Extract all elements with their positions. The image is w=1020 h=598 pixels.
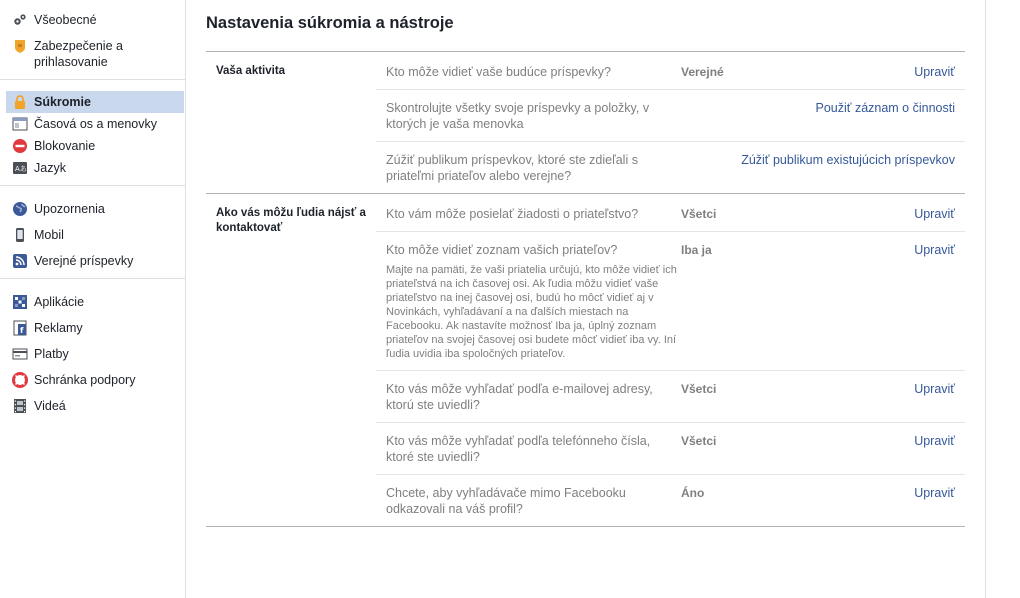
section-find-contact	[206, 194, 965, 527]
setting-question: Kto vás môže vyhľadať podľa telefónneho čísla, ktoré ste uviedli?	[386, 434, 651, 464]
setting-question-block	[386, 242, 681, 361]
rss-icon	[12, 253, 28, 269]
setting-row-friend-requests[interactable]	[376, 194, 965, 232]
sidebar-item-label: Reklamy	[34, 321, 83, 335]
edit-link[interactable]: Upraviť	[914, 486, 955, 500]
sidebar-group-privacy	[0, 80, 185, 186]
svg-text:Aあ: Aあ	[15, 165, 27, 173]
globe-icon	[12, 201, 28, 217]
badge-icon	[12, 38, 28, 54]
setting-note: Majte na pamäti, že vaši priatelia určujú, kto môže vidieť ich priateľstvá na ich časovej osi. Ak ľudia môžu vidieť vaše priateľstvo na inej časovej osi, budú ho môcť vidieť aj v Novinkách, vyhľadávaní a na ďalších miestach na Facebooku. Ak nastavíte možnosť Iba ja, úplný zoznam priateľov na svojej časovej osi budete môcť vidieť iba vy. Iní ľudia uvidia iba spoločných priateľov.	[386, 264, 677, 360]
setting-value	[656, 152, 676, 184]
setting-row-phone-lookup[interactable]	[376, 423, 965, 475]
edit-link[interactable]: Upraviť	[914, 207, 955, 221]
sidebar-group-apps	[0, 279, 185, 423]
setting-question: Kto vám môže posielať žiadosti o priateľstvo?	[386, 207, 639, 221]
setting-row-search-engines[interactable]	[376, 475, 965, 526]
setting-value: Všetci	[681, 434, 717, 448]
privacy-settings-panel	[206, 0, 965, 527]
setting-question: Kto vás môže vyhľadať podľa e-mailovej adresy, ktorú ste uviedli?	[386, 382, 653, 412]
setting-row-review-posts[interactable]	[376, 90, 965, 142]
setting-value: Verejné	[681, 65, 724, 79]
sidebar-item-label: Upozornenia	[34, 202, 105, 216]
sidebar-item-notifications[interactable]	[0, 198, 185, 220]
sidebar-item-label: Verejné príspevky	[34, 254, 134, 268]
ads-icon	[12, 320, 28, 336]
setting-row-friends-list[interactable]	[376, 232, 965, 371]
edit-link[interactable]: Upraviť	[914, 65, 955, 79]
setting-row-email-lookup[interactable]	[376, 371, 965, 423]
sidebar-item-label: Zabezpečenie a prihlasovanie	[34, 39, 123, 69]
settings-sidebar	[0, 0, 186, 598]
setting-value	[656, 100, 726, 132]
setting-value: Iba ja	[681, 243, 712, 257]
sidebar-item-label: Videá	[34, 399, 66, 413]
sidebar-item-mobile[interactable]	[0, 220, 185, 246]
setting-question: Skontrolujte všetky svoje príspevky a položky, v ktorých je vaša menovka	[386, 101, 650, 131]
card-icon	[12, 346, 28, 362]
timeline-icon	[12, 116, 28, 132]
sidebar-item-videos[interactable]	[0, 391, 185, 417]
sidebar-item-apps[interactable]	[0, 291, 185, 313]
apps-icon	[12, 294, 28, 310]
sidebar-item-general[interactable]	[0, 9, 185, 31]
sidebar-item-ads[interactable]	[0, 313, 185, 339]
sidebar-item-label: Platby	[34, 347, 69, 361]
language-icon	[12, 160, 28, 176]
svg-text:f: f	[20, 326, 24, 335]
activity-log-link[interactable]: Použiť záznam o činnosti	[815, 101, 955, 115]
sidebar-item-label: Všeobecné	[34, 13, 97, 27]
section-title: Vaša aktivita	[216, 65, 286, 77]
edit-link[interactable]: Upraviť	[914, 243, 955, 257]
setting-question: Chcete, aby vyhľadávače mimo Facebooku odkazovali na váš profil?	[386, 486, 626, 516]
sidebar-item-support-inbox[interactable]	[0, 365, 185, 391]
sidebar-item-label: Súkromie	[34, 95, 91, 109]
edit-link[interactable]: Upraviť	[914, 434, 955, 448]
sidebar-item-label: Jazyk	[34, 161, 66, 175]
setting-value: Áno	[681, 486, 705, 500]
film-icon	[12, 398, 28, 414]
content-divider	[985, 0, 986, 598]
sidebar-group-account	[0, 0, 185, 80]
block-icon	[12, 138, 28, 154]
lock-icon	[12, 94, 28, 110]
section-title: Ako vás môžu ľudia nájsť a kontaktovať	[216, 207, 366, 234]
section-your-activity	[206, 52, 965, 194]
sidebar-item-label: Aplikácie	[34, 295, 85, 309]
sidebar-item-blocking[interactable]	[0, 135, 185, 157]
setting-value: Všetci	[681, 207, 717, 221]
mobile-icon	[12, 227, 28, 243]
sidebar-item-payments[interactable]	[0, 339, 185, 365]
setting-row-limit-audience[interactable]	[376, 142, 965, 193]
sidebar-item-public-posts[interactable]	[0, 246, 185, 272]
sidebar-item-label: Schránka podpory	[34, 373, 136, 387]
sidebar-item-label: Blokovanie	[34, 139, 96, 153]
settings-rows	[376, 52, 965, 193]
sidebar-item-language[interactable]	[0, 157, 185, 179]
gears-icon	[12, 12, 28, 28]
page-title: Nastavenia súkromia a nástroje	[206, 0, 965, 52]
settings-rows	[376, 194, 965, 526]
setting-question: Kto môže vidieť zoznam vašich priateľov?	[386, 243, 618, 257]
lifebuoy-icon	[12, 372, 28, 388]
setting-value: Všetci	[681, 382, 717, 396]
sidebar-item-label: Mobil	[34, 228, 64, 242]
sidebar-item-security[interactable]	[0, 31, 185, 73]
limit-past-posts-link[interactable]: Zúžiť publikum existujúcich príspevkov	[741, 153, 955, 167]
sidebar-item-label: Časová os a menovky	[34, 117, 157, 131]
edit-link[interactable]: Upraviť	[914, 382, 955, 396]
setting-question: Zúžiť publikum príspevkov, ktoré ste zdieľali s priateľmi priateľov alebo verejne?	[386, 153, 638, 183]
sidebar-group-notifications	[0, 186, 185, 279]
setting-row-future-posts[interactable]	[376, 52, 965, 90]
sidebar-item-timeline[interactable]	[0, 113, 185, 135]
setting-question: Kto môže vidieť vaše budúce príspevky?	[386, 65, 611, 79]
sidebar-item-privacy[interactable]	[6, 91, 184, 113]
